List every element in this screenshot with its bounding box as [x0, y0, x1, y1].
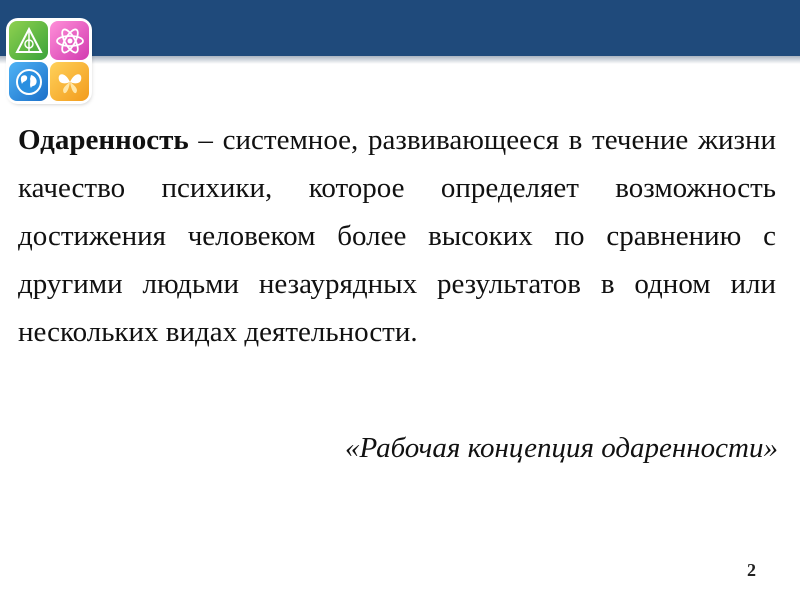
source-citation: «Рабочая концепция одаренности» [344, 432, 778, 464]
butterfly-icon [50, 62, 89, 101]
header-shadow [0, 56, 800, 64]
definition-term: Одаренность [18, 124, 189, 156]
definition-text: – системное, развивающееся в течение жизни качество психики, которое определяет возможность достижения человеком более высоких по сравнению с другими людьми незаурядных результатов в одном или нескольких видах деятельности. [18, 124, 776, 348]
geometry-icon [9, 21, 48, 60]
globe-icon [9, 62, 48, 101]
atom-icon [50, 21, 89, 60]
definition-paragraph [18, 116, 776, 356]
subject-logo [8, 20, 90, 102]
page-number: 2 [747, 560, 756, 580]
header-bar [0, 0, 800, 60]
